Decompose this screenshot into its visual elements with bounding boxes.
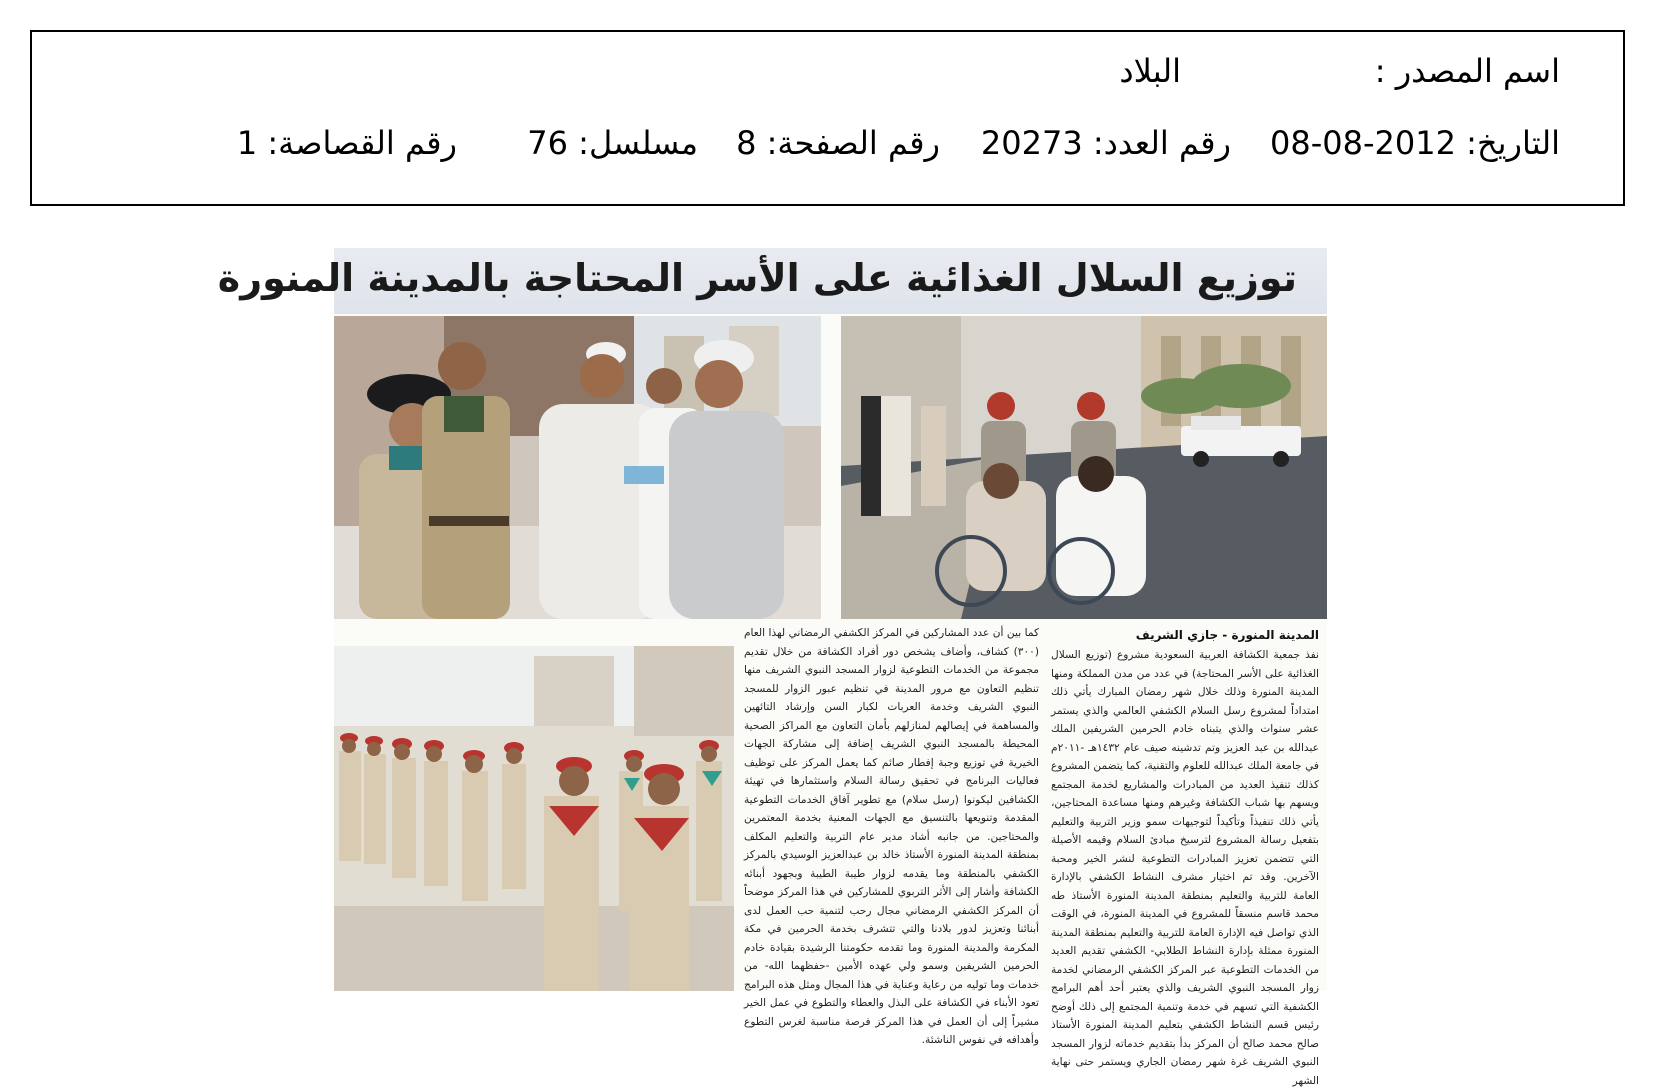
scouts-with-elderly-men-photo xyxy=(334,316,821,619)
newspaper-clipping xyxy=(217,248,1327,1087)
issue-number-field: رقم العدد: 20273 xyxy=(980,124,1231,162)
date-field: التاريخ: 2012-08-08 xyxy=(1270,124,1560,162)
source-value: البلاد xyxy=(1119,52,1181,90)
article-text-right: نفذ جمعية الكشافة العربية السعودية مشروع (توزيع السلال الغذائية على الأسر المحتاجة) في عدد من مدن المملكة ومنها المدينة المنورة وذلك خلال شهر رمضان المبارك يأتي ذلك امتداداً لمشروع رسل السلام الكشفي العالمي والذي يستمر عشر سنوات والذي يتبناه خادم الحرمين الشريفين الملك عبدالله بن عبد العزيز وتم تدشينه صيف عام ١٤٣٢هـ -٢٠١١م في جامعة الملك عبدالله للعلوم والتقنية، كما يتضمن المشروع كذلك تنفيذ العديد من المبادرات والمشاريع لخدمة المجتمع ويسهم بها شباب الكشافة وغيرهم ومنها مساعدة المحتاجين، يأتي ذلك تنفيذاً وتأكيداً لتوجيهات سمو وزير التربية والتعليم بتفعيل رسالة المشروع لترسيخ مبادئ السلام وقيمه الأصيلة التي تتضمن تعزيز المبادرات التطوعية لنشر الخير ومحبة الآخرين. وقد تم اختيار مشرف النشاط الكشفي بالإدارة العامة للتربية والتعليم بمنطقة المدينة المنورة الأستاذ طه محمد قاسم منسقاً للمشروع في المدينة المنورة، في الوقت الذي تواصل فيه الإدارة العامة للتربية والتعليم بمنطقة المدينة المنورة ممثلة بإدارة النشاط الطلابي- الكشفي تقديم العديد من الخدمات التطوعية عبر المركز الكشفي الرمضاني لخدمة زوار المسجد النبوي الشريف والذي يعتبر أحد أهم البرامج الكشفية التي تسهم في خدمة وتنمية المجتمع إلى ذلك أوضح رئيس قسم النشاط الكشفي بتعليم المدينة المنورة الأستاذ صالح محمد صالح أن المركز بدأ بتقديم خدماته لزوار المسجد النبوي الشريف غرة شهر رمضان الجاري ويستمر حتى نهاية الشهر xyxy=(1051,649,1319,1087)
article-column-left xyxy=(744,624,1039,1046)
article-headline: توزيع السلال الغذائية على الأسر المحتاجة بالمدينة المنورة xyxy=(217,256,1297,300)
source-label: اسم المصدر : xyxy=(1374,52,1560,90)
serial-number-field: مسلسل: 76 xyxy=(527,124,698,162)
headline-band xyxy=(217,248,1327,314)
scouts-pushing-wheelchairs-photo xyxy=(841,316,1327,619)
article-byline: المدينة المنورة - جازي الشريف xyxy=(1135,628,1319,642)
clip-number-field: رقم القصاصة: 1 xyxy=(236,124,457,162)
article-column-right xyxy=(1051,646,1319,1087)
scout-troop-lineup-photo xyxy=(334,646,734,991)
source-info-box xyxy=(30,30,1625,206)
page-number-field: رقم الصفحة: 8 xyxy=(736,124,940,162)
article-text-left: كما بين أن عدد المشاركين في المركز الكشفي الرمضاني لهذا العام (٣٠٠) كشاف، وأضاف يشخص دور أفراد الكشافة من خلال تقديم مجموعة من الخدمات التطوعية لزوار المسجد النبوي الشريف منها تنظيم التعاون مع مرور المدينة في تنظيم عبور الزوار للمسجد النبوي الشريف وخدمة العربات لكبار السن وإرشاد التائهين والمساهمة في إيصالهم لمنازلهم بأمان التعاون مع المراكز الصحية المحيطة بالمسجد النبوي الشريف إضافة إلى مشاركة الجهات الخيرية في توزيع وجبة إفطار صائم كما يعمل المركز على توظيف فعاليات البرنامج في تحقيق رسالة السلام واستثمارها في تهيئة الكشافين ليكونوا (رسل سلام) مع تطوير آفاق الخدمات التطوعية المقدمة وتنويعها بالتنسيق مع الجهات المعنية بخدمة المعتمرين والمحتاجين. من جانبه أشاد مدير عام التربية والتعليم المكلف بمنطقة المدينة المنورة الأستاذ خالد بن عبدالعزيز الوسيدي بالمركز الكشفي بالمنطقة وما يقدمه لزوار طيبة الطيبة وبجهود أبنائه الكشافة وأشار إلى الأثر التربوي للمشاركين في هذا المركز موضحاً أن المركز الكشفي الرمضاني مجال رحب لتنمية حب العمل لدى أبنائنا وتعزيز لدور بلادنا والتي تتشرف بخدمة الحرمين في مكة المكرمة والمدينة المنورة وما تقدمه حكومتنا الرشيدة بقيادة خادم الحرمين الشريفين وسمو ولي عهده الأمين -حفظهما الله- من خدمات وما توليه من رعاية وعناية في هذا المجال ومثل هذه البرامج تعود الأبناء في الكشافة على البذل والعطاء والتطوع في عمل الخير مشيراً إلى أن العمل في هذا المركز فرصة مناسبة لغرس التطوع وأهدافه في نفوس الناشئة. xyxy=(744,627,1039,1046)
